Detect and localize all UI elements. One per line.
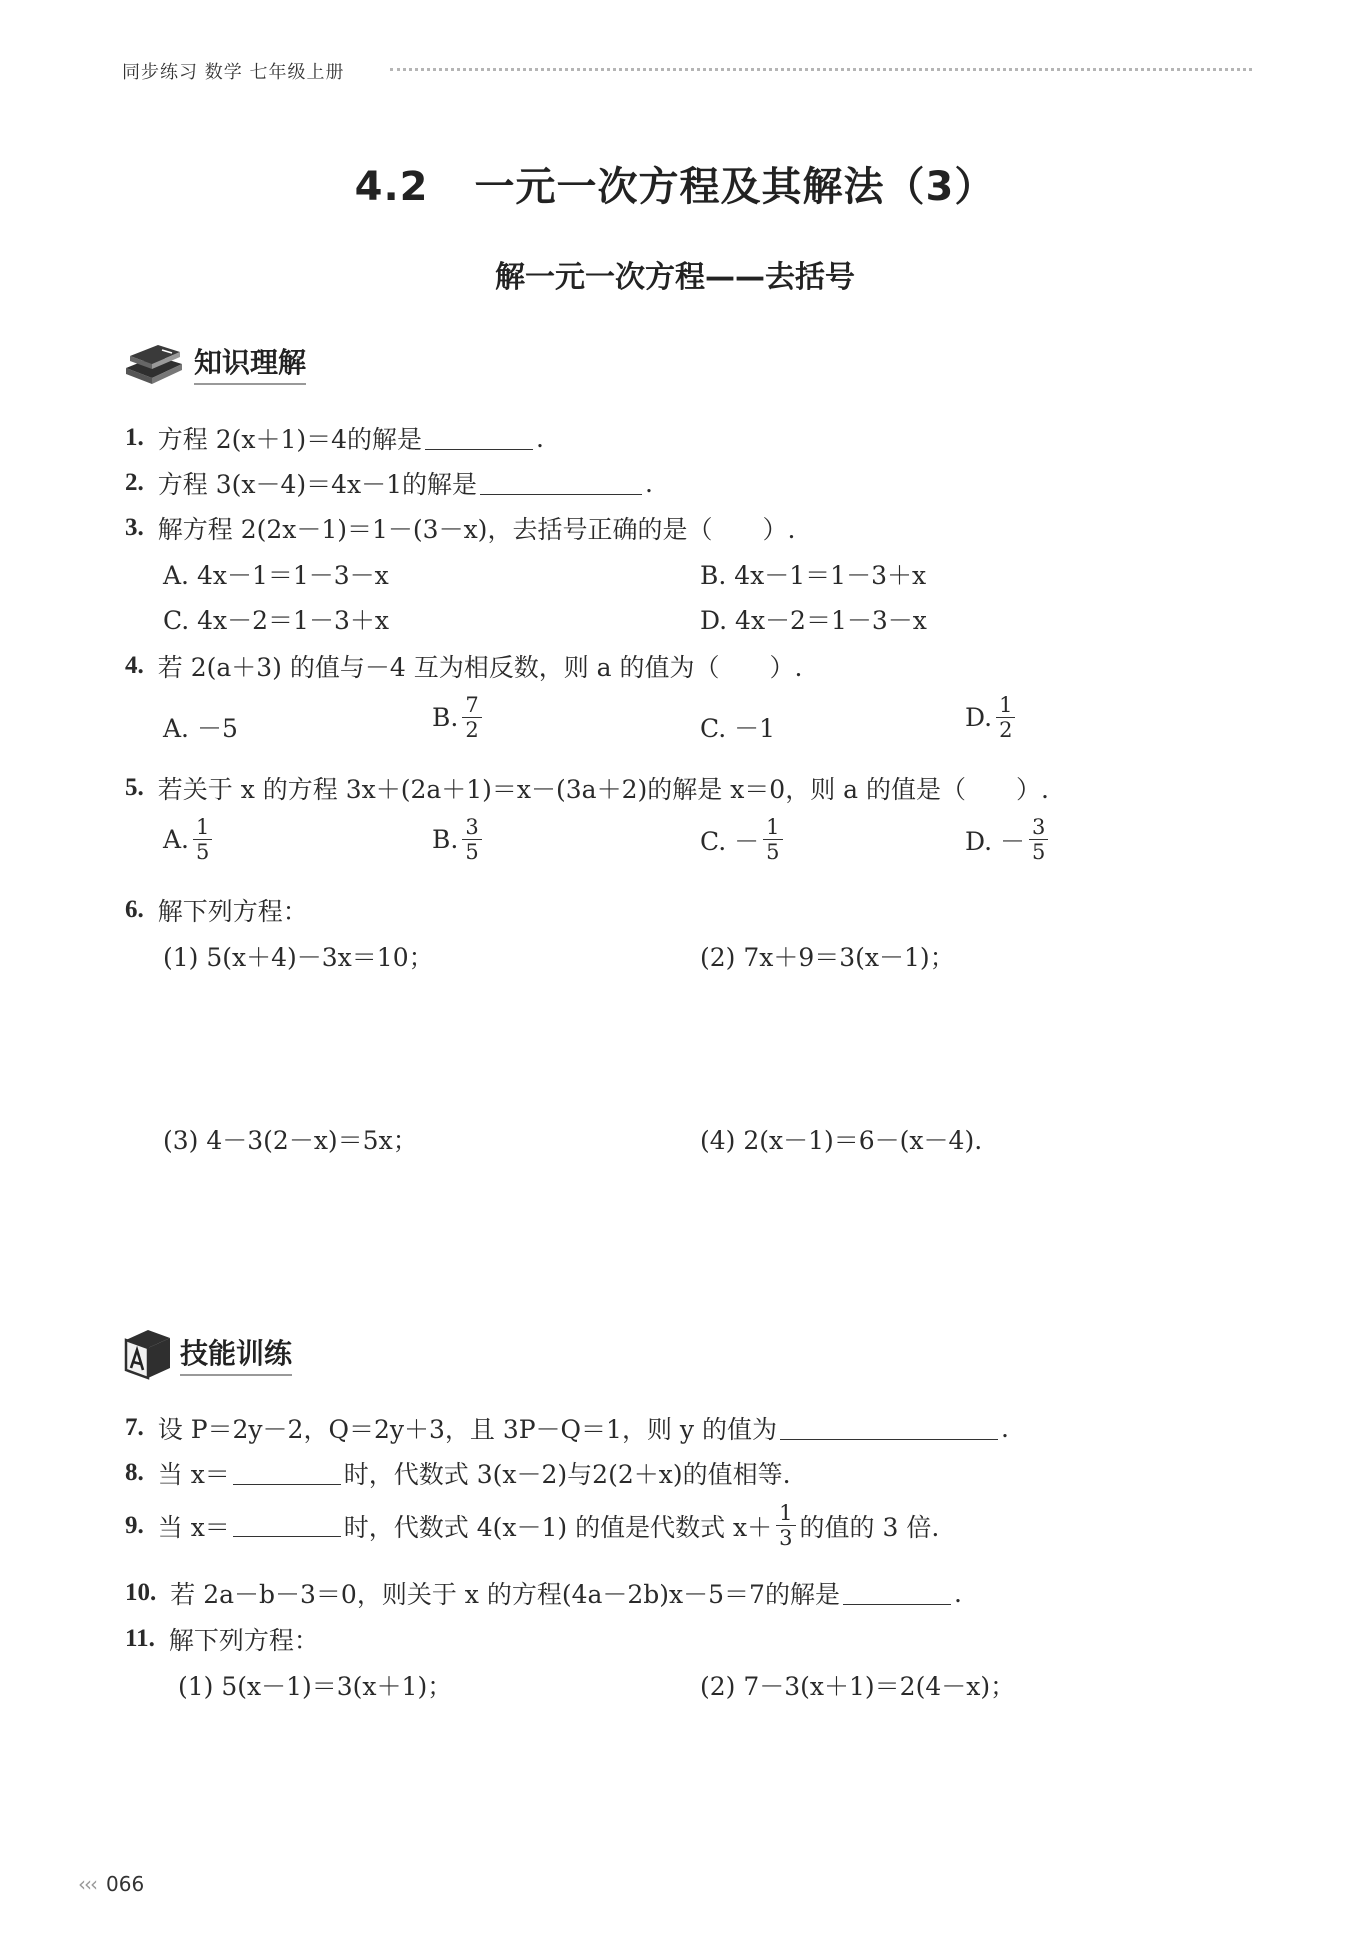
question-8 <box>125 1455 791 1491</box>
denominator: 5 <box>465 840 479 865</box>
option-label: C. － <box>700 826 760 856</box>
page-footer <box>78 1872 144 1896</box>
numerator: 1 <box>763 816 782 840</box>
option-a: A. －5 <box>163 714 238 743</box>
question-end: . <box>1000 1413 1009 1443</box>
question-9 <box>125 1502 939 1549</box>
sub-problem-2: (2) 7x＋9＝3(x－1)； <box>700 943 955 972</box>
section-knowledge-label: 知识理解 <box>194 341 306 385</box>
fraction <box>763 816 782 863</box>
option-a: A. 4x－1＝1－3－x <box>163 561 389 590</box>
numerator: 7 <box>462 694 481 718</box>
sub-problem-1: (1) 5(x＋4)－3x＝10； <box>163 943 434 972</box>
question-number: 5. <box>125 774 144 801</box>
answer-blank[interactable] <box>780 1417 998 1440</box>
sub-problem-2: (2) 7－3(x＋1)＝2(4－x)； <box>700 1672 1016 1701</box>
question-6 <box>125 892 308 928</box>
question-number: 1. <box>125 424 144 451</box>
question-text-post: 的值的 3 倍. <box>799 1512 940 1542</box>
section-skills-label: 技能训练 <box>180 1332 292 1376</box>
denominator: 3 <box>779 1526 793 1551</box>
question-number: 6. <box>125 896 144 923</box>
numerator: 1 <box>996 694 1015 718</box>
option-c: C. －1 <box>700 714 776 743</box>
question-text: 若关于 x 的方程 3x＋(2a＋1)＝x－(3a＋2)的解是 x＝0，则 a 的值是（ ）. <box>157 775 1049 804</box>
answer-blank[interactable] <box>425 427 533 450</box>
option-b: B. 4x－1＝1－3＋x <box>700 561 927 590</box>
section-knowledge-header <box>122 338 306 388</box>
answer-blank[interactable] <box>480 472 642 495</box>
question-number: 11. <box>125 1625 155 1652</box>
page-title <box>0 155 1350 212</box>
fraction <box>462 694 481 741</box>
question-11 <box>125 1621 319 1657</box>
page-subtitle: 解一元一次方程——去括号 <box>495 260 855 295</box>
numerator: 1 <box>193 816 212 840</box>
option-label: A. <box>163 825 190 855</box>
question-end: . <box>953 1578 962 1608</box>
option-label: D. － <box>965 826 1026 856</box>
answer-blank[interactable] <box>843 1582 951 1605</box>
question-text: 方程 2(x＋1)＝4的解是 <box>157 425 423 454</box>
section-number: 4.2 <box>354 164 429 210</box>
option-c <box>700 816 787 863</box>
denominator: 5 <box>1032 840 1046 865</box>
question-text: 解下列方程： <box>168 1626 319 1655</box>
page-number: 066 <box>106 1872 145 1896</box>
fraction <box>193 816 212 863</box>
question-number: 8. <box>125 1459 144 1486</box>
fraction <box>1029 816 1048 863</box>
question-text: 解方程 2(2x－1)＝1－(3－x)，去括号正确的是（ ）. <box>157 515 796 544</box>
question-text: 方程 3(x－4)＝4x－1的解是 <box>157 470 478 499</box>
option-a <box>163 816 216 863</box>
numerator: 3 <box>1029 816 1048 840</box>
option-d: D. 4x－2＝1－3－x <box>700 606 927 635</box>
question-text-pre: 当 x＝ <box>157 1460 230 1489</box>
question-3 <box>125 510 795 546</box>
letter-a-cube-icon <box>124 1328 172 1380</box>
question-text: 解下列方程： <box>157 897 308 926</box>
running-header: 同步练习 数学 七年级上册 <box>122 62 345 83</box>
chevrons-left-icon: ‹‹‹ <box>78 1872 96 1896</box>
sub-problem-3: (3) 4－3(2－x)＝5x； <box>163 1126 418 1155</box>
question-7 <box>125 1410 1009 1446</box>
answer-blank[interactable] <box>233 1514 341 1537</box>
option-label: B. <box>432 703 459 733</box>
option-d <box>965 816 1052 863</box>
question-text-pre: 当 x＝ <box>157 1512 230 1542</box>
question-1 <box>125 420 544 456</box>
denominator: 2 <box>999 718 1013 743</box>
question-number: 7. <box>125 1414 144 1441</box>
question-end: . <box>645 468 653 498</box>
sub-problem-4: (4) 2(x－1)＝6－(x－4). <box>700 1126 983 1155</box>
denominator: 2 <box>465 718 479 743</box>
option-c: C. 4x－2＝1－3＋x <box>163 606 389 635</box>
question-text: 设 P＝2y－2，Q＝2y＋3，且 3P－Q＝1，则 y 的值为 <box>157 1415 777 1444</box>
option-b <box>432 694 486 741</box>
header-divider <box>390 68 1252 71</box>
option-label: D. <box>965 703 993 733</box>
question-number: 10. <box>125 1579 157 1606</box>
denominator: 5 <box>196 840 210 865</box>
numerator: 1 <box>776 1502 795 1526</box>
question-text: 若 2(a＋3) 的值与－4 互为相反数，则 a 的值为（ ）. <box>157 653 803 682</box>
question-number: 4. <box>125 652 144 679</box>
option-label: B. <box>432 825 459 855</box>
numerator: 3 <box>462 816 481 840</box>
fraction <box>462 816 481 863</box>
denominator: 5 <box>766 840 780 865</box>
question-text-mid: 时，代数式 4(x－1) 的值是代数式 x＋ <box>343 1512 773 1542</box>
fraction <box>776 1502 795 1549</box>
question-number: 2. <box>125 469 144 496</box>
option-d <box>965 694 1019 741</box>
question-4 <box>125 648 802 684</box>
answer-blank[interactable] <box>233 1462 341 1485</box>
question-10 <box>125 1575 962 1611</box>
fraction <box>996 694 1015 741</box>
question-number: 3. <box>125 514 144 541</box>
sub-problem-1: (1) 5(x－1)＝3(x＋1)； <box>178 1672 453 1701</box>
section-title: 一元一次方程及其解法（3） <box>474 164 996 210</box>
question-end: . <box>536 423 544 453</box>
question-number: 9. <box>125 1511 144 1539</box>
question-text: 若 2a－b－3＝0，则关于 x 的方程(4a－2b)x－5＝7的解是 <box>170 1580 840 1609</box>
books-icon <box>122 338 186 388</box>
option-b <box>432 816 486 863</box>
question-text-post: 时，代数式 3(x－2)与2(2＋x)的值相等. <box>343 1460 791 1489</box>
section-skills-header <box>124 1328 292 1380</box>
question-5 <box>125 770 1049 806</box>
question-2 <box>125 465 653 501</box>
